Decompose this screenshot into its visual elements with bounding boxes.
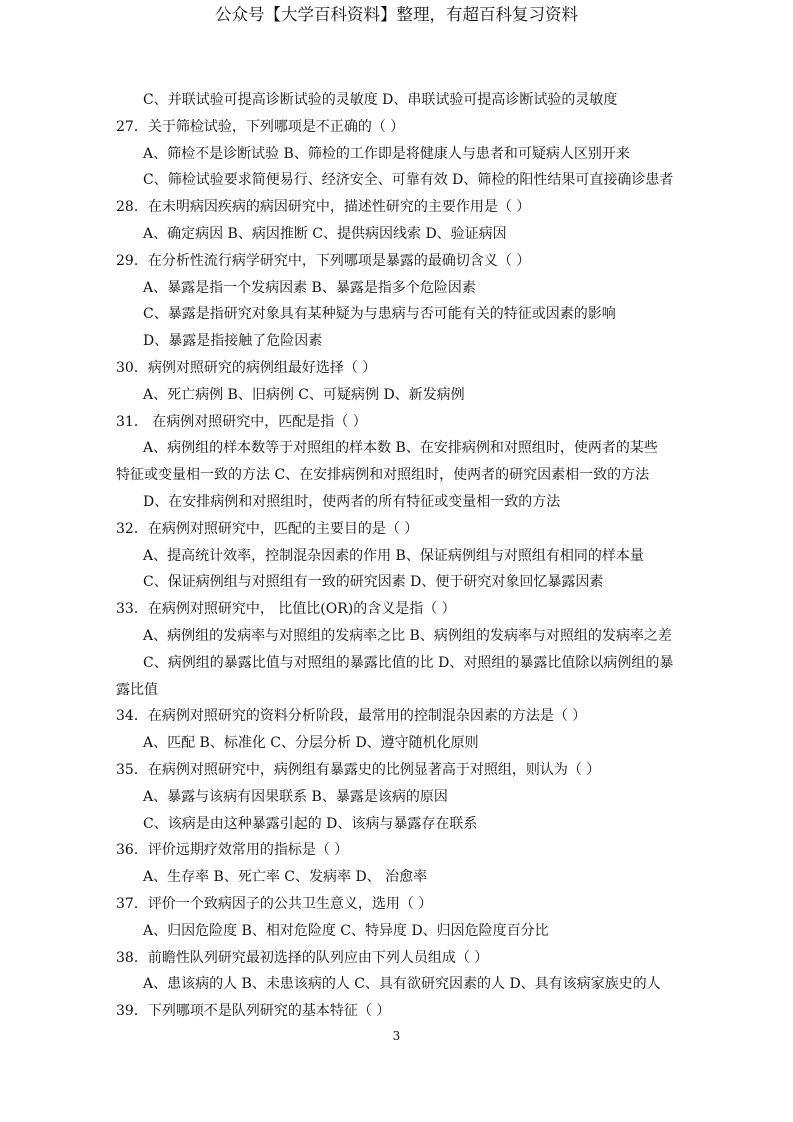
answer-options: A、病例组的样本数等于对照组的样本数 B、在安排病例和对照组时，使两者的某些 [143, 440, 658, 457]
answer-options: A、确定病因 B、病因推断 C、提供病因线索 D、验证病因 [143, 225, 507, 242]
continuation-line: 露比值 [116, 681, 158, 698]
question-stem: 30．病例对照研究的病例组最好选择（ ） [116, 359, 377, 376]
question-stem: 28．在未明病因疾病的病因研究中，描述性研究的主要作用是（ ） [116, 199, 531, 216]
question-stem: 35．在病例对照研究中，病例组有暴露史的比例显著高于对照组，则认为（ ） [116, 761, 601, 778]
question-stem: 32．在病例对照研究中，匹配的主要目的是（ ） [116, 520, 419, 537]
question-stem: 36．评价远期疗效常用的指标是（ ） [116, 842, 349, 859]
answer-options: D、暴露是指接触了危险因素 [143, 333, 323, 350]
page-number: 3 [392, 1029, 401, 1043]
answer-options: A、死亡病例 B、旧病例 C、可疑病例 D、新发病例 [143, 386, 465, 403]
answer-options: A、匹配 B、标准化 C、分层分析 D、遵守随机化原则 [143, 735, 479, 752]
answer-options: C、该病是由这种暴露引起的 D、该病与暴露存在联系 [143, 815, 478, 832]
page-header: 公众号【大学百科资料】整理，有超百科复习资料 [215, 5, 578, 24]
answer-options: A、生存率 B、死亡率 C、发病率 D、 治愈率 [143, 869, 428, 886]
answer-options: C、暴露是指研究对象具有某种疑为与患病与否可能有关的特征或因素的影响 [143, 306, 616, 323]
answer-options: A、暴露与该病有因果联系 B、暴露是该病的原因 [143, 788, 448, 805]
answer-options: C、并联试验可提高诊断试验的灵敏度 D、串联试验可提高诊断试验的灵敏度 [143, 92, 618, 108]
question-stem: 37．评价一个致病因子的公共卫生意义，选用（ ） [116, 895, 433, 912]
question-stem: 33．在病例对照研究中， 比值比(OR)的含义是指（ ） [116, 601, 456, 618]
answer-options: C、筛检试验要求简便易行、经济安全、可靠有效 D、筛检的阳性结果可直接确诊患者 [143, 172, 674, 189]
answer-options: A、筛检不是诊断试验 B、筛检的工作即是将健康人与患者和可疑病人区别开来 [143, 145, 630, 162]
question-stem: 34．在病例对照研究的资料分析阶段，最常用的控制混杂因素的方法是（ ） [116, 708, 587, 725]
answer-options: A、提高统计效率，控制混杂因素的作用 B、保证病例组与对照组有相同的样本量 [143, 547, 644, 564]
continuation-line: 特征或变量相一致的方法 C、在安排病例和对照组时，使两者的研究因素相一致的方法 [116, 467, 650, 484]
answer-options: A、患该病的人 B、未患该病的人 C、具有欲研究因素的人 D、具有该病家族史的人 [143, 976, 661, 993]
answer-options: A、归因危险度 B、相对危险度 C、特异度 D、归因危险度百分比 [143, 922, 549, 939]
answer-options: A、病例组的发病率与对照组的发病率之比 B、病例组的发病率与对照组的发病率之差 [143, 627, 672, 644]
question-stem: 31． 在病例对照研究中，匹配是指（ ） [116, 413, 367, 430]
answer-options: D、在安排病例和对照组时，使两者的所有特征或变量相一致的方法 [143, 493, 561, 510]
question-stem: 39．下列哪项不是队列研究的基本特征（ ） [116, 1003, 391, 1020]
question-content [0, 87, 793, 1025]
answer-options: C、病例组的暴露比值与对照组的暴露比值的比 D、对照组的暴露比值除以病例组的暴 [143, 654, 674, 671]
question-stem: 38．前瞻性队列研究最初选择的队列应由下列人员组成（ ） [116, 949, 489, 966]
question-stem: 27．关于筛检试验，下列哪项是不正确的（ ） [116, 118, 405, 135]
question-stem: 29．在分析性流行病学研究中，下列哪项是暴露的最确切含义（ ） [116, 252, 531, 269]
answer-options: C、保证病例组与对照组有一致的研究因素 D、便于研究对象回忆暴露因素 [143, 574, 604, 591]
answer-options: A、暴露是指一个发病因素 B、暴露是指多个危险因素 [143, 279, 476, 296]
